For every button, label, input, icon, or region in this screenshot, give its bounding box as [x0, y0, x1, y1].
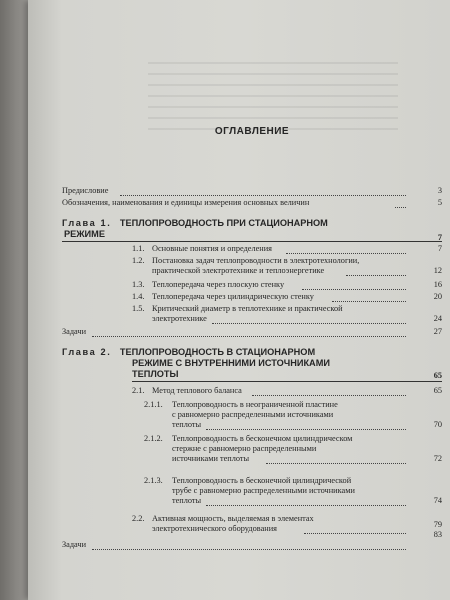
toc-entry-1-4[interactable]: Теплопередача через цилиндрическую стенку	[152, 292, 314, 301]
page-number: 65	[433, 386, 442, 395]
page-number: 74	[433, 496, 442, 505]
page-number: 3	[437, 186, 442, 195]
toc-entry-2-1-3[interactable]: Теплопроводность в бесконечной цилиндрической трубе с равномерно распределенными источниками теплоты	[172, 476, 355, 505]
toc-entry-2-1[interactable]: Метод теплового баланса	[152, 386, 242, 395]
page-number: 7	[437, 233, 442, 242]
leader-dots	[212, 323, 406, 324]
section-number: 2.1.2.	[144, 434, 163, 443]
leader-dots	[304, 533, 406, 534]
toc-entry-2-1-1[interactable]: Теплопроводность в неограниченной пластине с равномерно распределенными источниками теплоты	[172, 400, 338, 429]
page-number: 72	[433, 454, 442, 463]
page-number: 24	[433, 314, 442, 323]
page-number: 70	[433, 420, 442, 429]
chapter-title: ТЕПЛОТЫ	[132, 369, 179, 379]
chapter-title: РЕЖИМЕ	[64, 229, 105, 239]
toc-chapter-1[interactable]	[62, 218, 328, 240]
leader-dots	[252, 395, 406, 396]
toc-entry-1-1[interactable]: Основные понятия и определения	[152, 244, 273, 253]
section-number: 2.2.	[132, 514, 145, 523]
leader-dots	[92, 336, 406, 337]
table-of-contents	[62, 0, 442, 600]
leader-dots	[120, 195, 406, 196]
toc-entry-problems-1[interactable]: Задачи	[62, 327, 87, 336]
chapter-title: ТЕПЛОПРОВОДНОСТЬ ПРИ СТАЦИОНАРНОМ	[119, 218, 328, 228]
page-number: 83	[433, 530, 442, 539]
toc-entry-2-2[interactable]: Активная мощность, выделяемая в элементах электротехнического оборудования	[152, 514, 314, 533]
leader-dots	[206, 429, 406, 430]
chapter-title: РЕЖИМЕ С ВНУТРЕННИМИ ИСТОЧНИКАМИ	[132, 358, 330, 368]
chapter-rule	[62, 241, 442, 242]
page-number: 16	[433, 280, 442, 289]
leader-dots	[266, 463, 406, 464]
leader-dots	[346, 275, 406, 276]
section-number: 1.1.	[132, 244, 145, 253]
leader-dots	[286, 253, 406, 254]
toc-entry-problems-2[interactable]: Задачи	[62, 540, 87, 549]
leader-dots	[206, 505, 406, 506]
toc-entry-notation[interactable]: Обозначения, наименования и единицы измерения основных величин	[62, 198, 310, 207]
section-number: 1.5.	[132, 304, 145, 313]
book-spine-edge	[0, 0, 28, 600]
page-number: 12	[433, 266, 442, 275]
toc-chapter-2[interactable]	[62, 347, 330, 380]
page-number: 79	[433, 520, 442, 529]
leader-dots	[395, 207, 406, 208]
page-number: 20	[433, 292, 442, 301]
book-page	[28, 0, 450, 600]
toc-entry-preface[interactable]: Предисловие	[62, 186, 109, 195]
leader-dots	[92, 549, 406, 550]
toc-entry-1-2[interactable]: Постановка задач теплопроводности в электротехнологии, практической электротехнике и теплоэнергетике	[152, 256, 360, 275]
toc-entry-2-1-2[interactable]: Теплопроводность в бесконечном цилиндрическом стержне с равномерно распределенными источниками теплоты	[172, 434, 353, 463]
section-number: 2.1.	[132, 386, 145, 395]
section-number: 1.3.	[132, 280, 145, 289]
section-number: 1.2.	[132, 256, 145, 265]
toc-entry-1-3[interactable]: Теплопередача через плоскую стенку	[152, 280, 285, 289]
section-number: 2.1.1.	[144, 400, 163, 409]
section-number: 1.4.	[132, 292, 145, 301]
leader-dots	[332, 301, 406, 302]
page-number: 65	[433, 371, 442, 380]
leader-dots	[302, 289, 406, 290]
page-number: 5	[437, 198, 442, 207]
section-number: 2.1.3.	[144, 476, 163, 485]
toc-entry-1-5[interactable]: Критический диаметр в теплотехнике и практической электротехнике	[152, 304, 343, 323]
chapter-label: Глава 1.	[62, 218, 112, 228]
page-number: 27	[433, 327, 442, 336]
chapter-rule	[132, 381, 442, 382]
toc-heading: ОГЛАВЛЕНИЕ	[214, 126, 290, 137]
page-number: 7	[437, 244, 442, 253]
chapter-title: ТЕПЛОПРОВОДНОСТЬ В СТАЦИОНАРНОМ	[119, 347, 316, 357]
chapter-label: Глава 2.	[62, 347, 112, 357]
